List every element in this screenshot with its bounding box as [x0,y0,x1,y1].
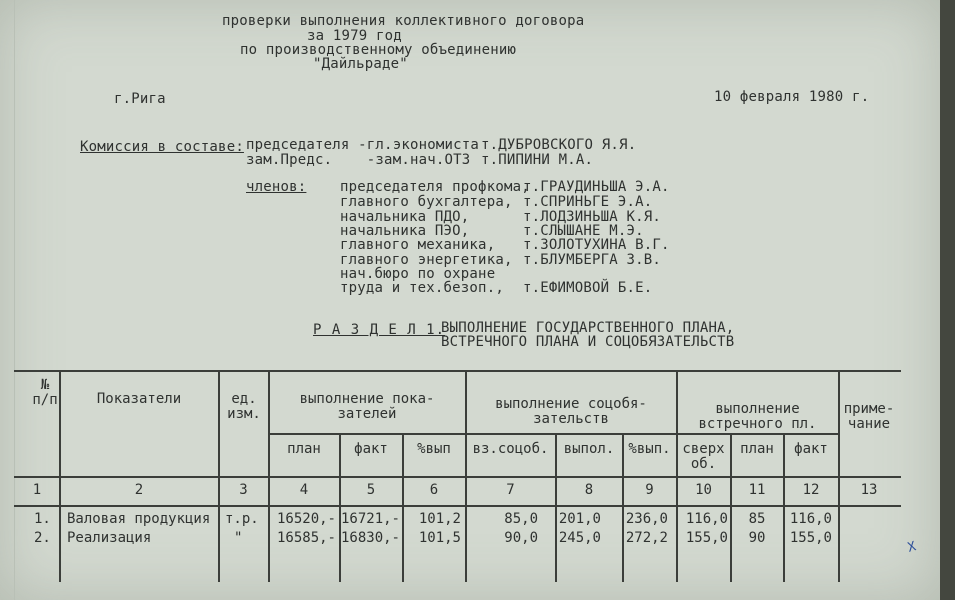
subheader-soc-obligation: вз.соцоб. [472,441,549,457]
row-plan: 16585,- [276,530,336,546]
row-number: 1. [34,511,51,527]
column-number: 12 [802,482,820,498]
row-counter-fact: 155,0 [789,530,832,546]
subheader-fact: факт [354,441,388,457]
row-percent-2: 272,2 [625,530,668,546]
row-indicator: Реализация [67,530,152,546]
deputy-role: зам.Предс. -зам.нач.ОТЗ [246,152,471,168]
row-unit: т.р. [225,511,259,527]
row-soc-obligation: 85,0 [504,511,538,527]
row-plan: 16520,- [276,511,336,527]
row-counter-plan: 85 [748,511,766,527]
subheader-over: сверх об. [682,441,725,472]
members-label: членов: [246,179,307,195]
table-rule-top [14,370,901,372]
scan-edge [940,0,955,600]
row-fact: 16721,- [340,511,400,527]
row-percent: 101,5 [418,530,461,546]
member-name: т.ЗОЛОТУХИНА В.Г. [523,237,670,253]
header-number: № п/п [32,377,58,408]
member-role: главного механика, [340,237,496,253]
header-counter-plan: выполнение встречного пл. [698,401,817,432]
table-rule-colnums [14,476,901,478]
header-social-obligations: выполнение соцобя- зательств [495,396,647,427]
subheader-counter-plan: план [740,441,774,457]
subheader-plan: план [287,441,321,457]
subheader-percent-2: %вып. [628,441,671,457]
member-name: т.ЕФИМОВОЙ Б.Е. [523,280,653,296]
row-percent-2: 236,0 [625,511,668,527]
header-line-4: "Дайльраде" [313,56,408,72]
column-number: 7 [506,482,515,498]
header-line-3: по производственному объединению [240,42,517,58]
column-number: 3 [239,482,248,498]
header-performance: выполнение пока- зателей [299,391,435,422]
member-role: главного бухгалтера, [340,194,513,210]
row-done: 245,0 [558,530,601,546]
section-title-line-1: ВЫПОЛНЕНИЕ ГОСУДАРСТВЕННОГО ПЛАНА, [441,320,735,336]
member-role: нач.бюро по охране [340,266,496,282]
header-unit: ед. изм. [227,391,261,422]
row-over: 116,0 [685,511,728,527]
member-role: начальника ПЭО, [340,223,470,239]
table-rule-body [14,505,901,507]
column-number: 11 [748,482,766,498]
row-counter-plan: 90 [748,530,766,546]
date: 10 февраля 1980 г. [714,89,870,105]
deputy-name: т.ПИПИНИ М.А. [481,152,594,168]
table-rule-subheader [268,433,838,435]
member-name: т.ЛОДЗИНЬША К.Я. [523,209,662,225]
row-soc-obligation: 90,0 [504,530,538,546]
member-role: начальника ПДО, [340,209,470,225]
column-number: 4 [299,482,309,498]
member-role: труда и тех.безоп., [340,280,504,296]
column-number: 5 [366,482,376,498]
place: г.Рига [114,91,166,107]
row-indicator: Валовая продукция [67,511,211,527]
commission-label: Комиссия в составе: [80,139,244,155]
handwritten-margin-mark: Х [906,539,918,556]
header-line-1: проверки выполнения коллективного договора [222,13,585,29]
member-name: т.ГРАУДИНЬША Э.А. [523,179,670,195]
chair-name: т.ДУБРОВСКОГО Я.Я. [481,137,637,153]
row-unit: " [234,530,243,546]
header-line-2: за 1979 год [307,28,402,44]
section-title-line-2: ВСТРЕЧНОГО ПЛАНА И СОЦОБЯЗАТЕЛЬСТВ [441,334,735,350]
column-number: 8 [584,482,594,498]
subheader-counter-fact: факт [794,441,828,457]
chair-role: председателя -гл.экономиста [246,137,479,153]
subheader-percent: %вып [417,441,451,457]
row-percent: 101,2 [418,511,461,527]
column-number: 13 [860,482,878,498]
row-done: 201,0 [558,511,601,527]
column-number: 2 [134,482,144,498]
subheader-done: выпол. [563,441,615,457]
section-number: Р А З Д Е Л 1. [313,322,446,338]
row-over: 155,0 [685,530,728,546]
row-number: 2. [34,530,51,546]
member-role: главного энергетика, [340,252,513,268]
page-margin-line [14,0,15,600]
member-role: председателя профкома, [340,179,530,195]
member-name: т.СПРИНЬГЕ Э.А. [523,194,653,210]
row-counter-fact: 116,0 [789,511,832,527]
column-number: 9 [645,482,654,498]
member-name: т.БЛУМБЕРГА З.В. [523,252,662,268]
column-number: 6 [429,482,439,498]
member-name: т.СЛЫШАНЕ М.Э. [523,223,644,239]
header-notes: приме- чание [843,401,895,432]
column-number: 10 [695,482,712,498]
header-indicators: Показатели [96,391,182,407]
row-fact: 16830,- [340,530,400,546]
column-number: 1 [32,482,42,498]
